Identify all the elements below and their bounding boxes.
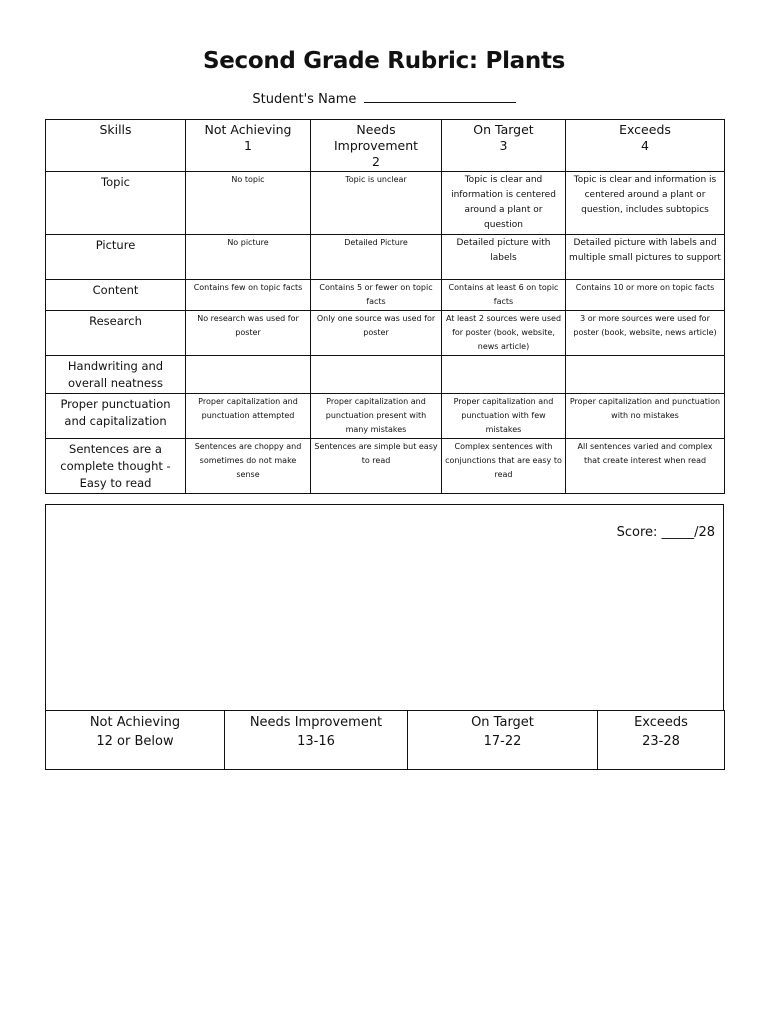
rubric-cell: Topic is unclear xyxy=(311,172,442,235)
rubric-header-row xyxy=(46,120,725,172)
rubric-cell: Topic is clear and information is centered around a plant or question xyxy=(442,172,566,235)
score-levels-row xyxy=(46,711,725,770)
rubric-row-handwriting xyxy=(46,356,725,394)
skill-label: Handwriting and overall neatness xyxy=(46,356,186,394)
rubric-cell: No topic xyxy=(186,172,311,235)
header-exceeds: Exceeds 4 xyxy=(566,120,725,172)
rubric-cell: Detailed picture with labels and multiple small pictures to support xyxy=(566,235,725,280)
skill-label: Research xyxy=(46,311,186,356)
rubric-cell: Contains 10 or more on topic facts xyxy=(566,280,725,311)
score-box xyxy=(45,504,724,711)
rubric-cell: Proper capitalization and punctuation with no mistakes xyxy=(566,394,725,439)
rubric-cell: At least 2 sources were used for poster (book, website, news article) xyxy=(442,311,566,356)
rubric-row-picture xyxy=(46,235,725,280)
header-skills: Skills xyxy=(46,120,186,172)
score-field: Score: _____/28 xyxy=(616,525,715,540)
rubric-cell: Proper capitalization and punctuation present with many mistakes xyxy=(311,394,442,439)
rubric-row-sentences xyxy=(46,439,725,494)
header-needs-improvement: Needs Improvement 2 xyxy=(311,120,442,172)
rubric-cell: Complex sentences with conjunctions that are easy to read xyxy=(442,439,566,494)
skill-label: Picture xyxy=(46,235,186,280)
student-name-field xyxy=(0,90,768,107)
header-not-achieving: Not Achieving 1 xyxy=(186,120,311,172)
skill-label: Content xyxy=(46,280,186,311)
rubric-row-content xyxy=(46,280,725,311)
level-needs-improvement: Needs Improvement 13-16 xyxy=(225,711,408,770)
rubric-table xyxy=(45,119,725,494)
rubric-cell: Contains few on topic facts xyxy=(186,280,311,311)
score-levels-table xyxy=(45,710,725,770)
rubric-cell: Detailed picture with labels xyxy=(442,235,566,280)
level-not-achieving: Not Achieving 12 or Below xyxy=(46,711,225,770)
rubric-row-punctuation xyxy=(46,394,725,439)
rubric-cell: Contains at least 6 on topic facts xyxy=(442,280,566,311)
rubric-cell: All sentences varied and complex that create interest when read xyxy=(566,439,725,494)
rubric-cell: No research was used for poster xyxy=(186,311,311,356)
rubric-cell: Only one source was used for poster xyxy=(311,311,442,356)
rubric-cell xyxy=(566,356,725,394)
rubric-cell: Contains 5 or fewer on topic facts xyxy=(311,280,442,311)
rubric-cell: No picture xyxy=(186,235,311,280)
rubric-cell xyxy=(442,356,566,394)
rubric-cell: Sentences are choppy and sometimes do not make sense xyxy=(186,439,311,494)
rubric-cell: Detailed Picture xyxy=(311,235,442,280)
skill-label: Proper punctuation and capitalization xyxy=(46,394,186,439)
page-title: Second Grade Rubric: Plants xyxy=(202,48,566,74)
rubric-cell: Proper capitalization and punctuation with few mistakes xyxy=(442,394,566,439)
rubric-cell: 3 or more sources were used for poster (book, website, news article) xyxy=(566,311,725,356)
student-name-blank[interactable] xyxy=(364,90,516,103)
level-on-target: On Target 17-22 xyxy=(408,711,598,770)
rubric-cell: Proper capitalization and punctuation attempted xyxy=(186,394,311,439)
skill-label: Topic xyxy=(46,172,186,235)
rubric-row-research xyxy=(46,311,725,356)
rubric-cell xyxy=(186,356,311,394)
level-exceeds: Exceeds 23-28 xyxy=(598,711,725,770)
header-on-target: On Target 3 xyxy=(442,120,566,172)
rubric-cell: Sentences are simple but easy to read xyxy=(311,439,442,494)
rubric-cell: Topic is clear and information is centered around a plant or question, includes subtopics xyxy=(566,172,725,235)
rubric-row-topic xyxy=(46,172,725,235)
skill-label: Sentences are a complete thought - Easy to read xyxy=(46,439,186,494)
rubric-cell xyxy=(311,356,442,394)
student-name-label: Student's Name xyxy=(252,92,357,107)
